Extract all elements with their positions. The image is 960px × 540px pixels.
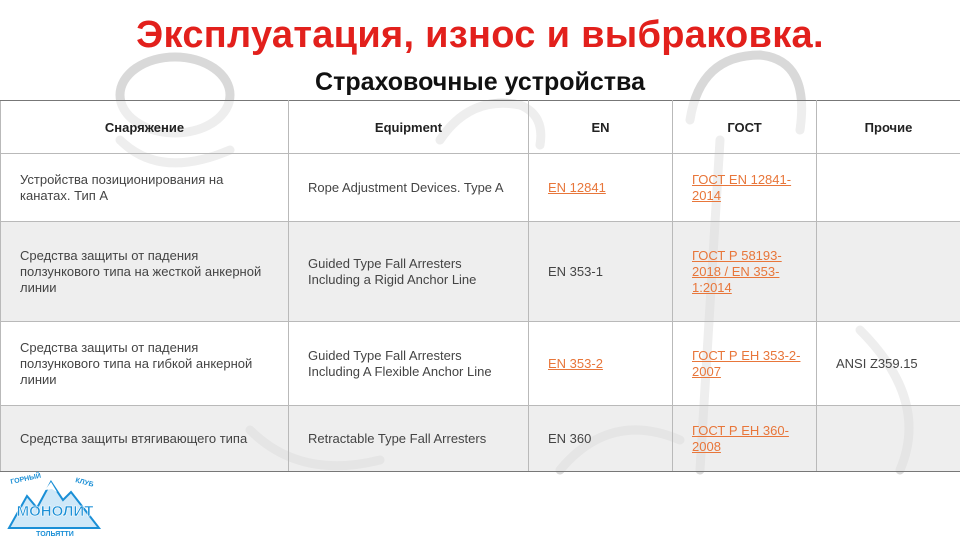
cell-en-std xyxy=(529,322,673,406)
cell-en-name: Guided Type Fall Arresters Including a Rigid Anchor Line xyxy=(289,222,529,322)
cell-en-std: EN 353-1 xyxy=(529,222,673,322)
cell-gost xyxy=(673,222,817,322)
cell-en-std xyxy=(529,154,673,222)
standards-table xyxy=(0,100,960,472)
cell-ru: Устройства позиционирования на канатах. Тип А xyxy=(1,154,289,222)
en-standard-link[interactable]: EN 353-2 xyxy=(548,355,603,371)
cell-en-name: Rope Adjustment Devices. Type A xyxy=(289,154,529,222)
cell-gost xyxy=(673,406,817,472)
club-logo xyxy=(5,470,105,540)
table-row xyxy=(1,222,960,322)
header-other: Прочие xyxy=(817,101,960,154)
en-standard-link[interactable]: EN 12841 xyxy=(548,179,606,195)
cell-en-std: EN 360 xyxy=(529,406,673,472)
table-header-row xyxy=(1,101,960,154)
svg-text:МОНОЛИТ: МОНОЛИТ xyxy=(16,503,94,520)
gost-standard-link[interactable]: ГОСТ Р ЕН 353-2-2007 xyxy=(692,347,801,379)
header-gost: ГОСТ xyxy=(673,101,817,154)
cell-other xyxy=(817,154,960,222)
svg-text:ТОЛЬЯТТИ: ТОЛЬЯТТИ xyxy=(36,531,74,538)
table-row xyxy=(1,154,960,222)
svg-text:ГОРНЫЙ: ГОРНЫЙ xyxy=(9,472,42,486)
header-equipment-ru: Снаряжение xyxy=(1,101,289,154)
cell-gost xyxy=(673,322,817,406)
table-row xyxy=(1,406,960,472)
cell-other xyxy=(817,222,960,322)
cell-ru: Средства защиты от падения ползункового типа на жесткой анкерной линии xyxy=(1,222,289,322)
svg-text:КЛУБ: КЛУБ xyxy=(74,477,95,489)
cell-ru: Средства защиты втягивающего типа xyxy=(1,406,289,472)
slide-subtitle: Страховочные устройства xyxy=(315,68,645,96)
table-row xyxy=(1,322,960,406)
cell-en-name: Guided Type Fall Arresters Including A Flexible Anchor Line xyxy=(289,322,529,406)
gost-standard-link[interactable]: ГОСТ EN 12841-2014 xyxy=(692,171,792,203)
header-equipment-en: Equipment xyxy=(289,101,529,154)
cell-en-name: Retractable Type Fall Arresters xyxy=(289,406,529,472)
slide-title: Эксплуатация, износ и выбраковка. xyxy=(136,14,824,56)
header-en: EN xyxy=(529,101,673,154)
cell-other: ANSI Z359.15 xyxy=(817,322,960,406)
cell-gost xyxy=(673,154,817,222)
gost-standard-link[interactable]: ГОСТ Р ЕН 360-2008 xyxy=(692,422,789,454)
gost-standard-link[interactable]: ГОСТ Р 58193-2018 / EN 353-1:2014 xyxy=(692,247,782,295)
cell-ru: Средства защиты от падения ползункового типа на гибкой анкерной линии xyxy=(1,322,289,406)
cell-other xyxy=(817,406,960,472)
